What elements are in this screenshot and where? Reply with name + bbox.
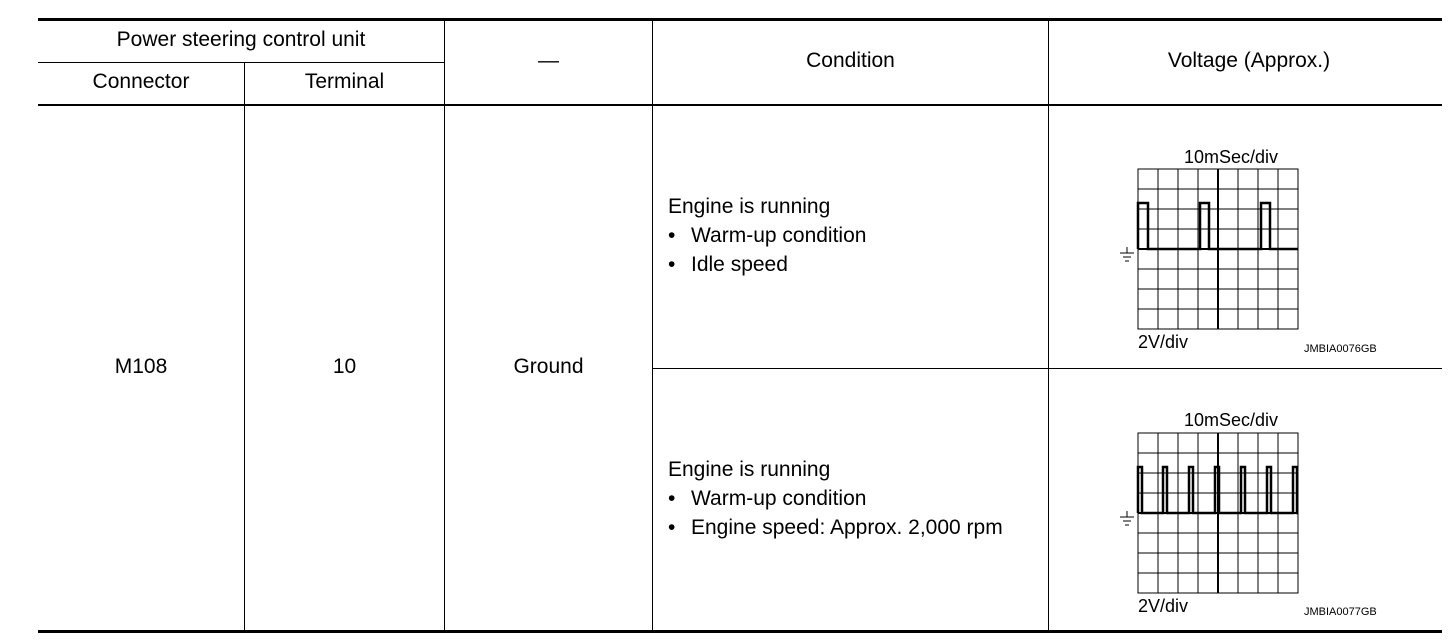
- scope-1-waveform: [1116, 167, 1306, 337]
- header-condition: Condition: [806, 49, 895, 72]
- scope-2-waveform: [1116, 431, 1306, 601]
- header-voltage: Voltage (Approx.): [1167, 49, 1331, 72]
- scope-1-time-div: 10mSec/div: [1184, 147, 1279, 167]
- col-divider-terminal: [444, 18, 445, 632]
- condition-2-bullet-2: • Engine speed: Approx. 2,000 rpm: [668, 516, 1003, 539]
- scope-2-volt-div: 2V/div: [1138, 596, 1189, 616]
- condition-row-divider: [652, 368, 1442, 369]
- table-top-border: [38, 18, 1442, 21]
- scope-1-volt-div: 2V/div: [1138, 332, 1189, 352]
- col-divider-condition: [1048, 18, 1049, 632]
- condition-1-bullet-1: • Warm-up condition: [668, 224, 867, 247]
- header-terminal: Terminal: [304, 70, 385, 93]
- condition-2-title: Engine is running: [668, 458, 831, 481]
- condition-2: [668, 455, 1003, 542]
- header-connector: Connector: [92, 70, 190, 93]
- col-divider-dash: [652, 18, 653, 632]
- table-bottom-border: [38, 630, 1442, 633]
- header-sub-divider: [38, 62, 444, 63]
- condition-1-title: Engine is running: [668, 195, 831, 218]
- col-divider-connector: [244, 62, 245, 632]
- header-power-steering-unit: Power steering control unit: [116, 28, 366, 51]
- scope-1-figure-id: JMBIA0076GB: [1304, 343, 1377, 355]
- header-dash: —: [538, 49, 559, 72]
- header-bottom-border: [38, 104, 1442, 106]
- terminal-value: 10: [332, 355, 357, 378]
- scope-2-time-div: 10mSec/div: [1184, 410, 1279, 430]
- condition-1-bullet-2: • Idle speed: [668, 253, 788, 276]
- ground-value: Ground: [513, 355, 584, 378]
- condition-1: [668, 192, 866, 279]
- scope-2-figure-id: JMBIA0077GB: [1304, 606, 1377, 618]
- connector-value: M108: [114, 355, 168, 378]
- condition-2-bullet-1: • Warm-up condition: [668, 487, 867, 510]
